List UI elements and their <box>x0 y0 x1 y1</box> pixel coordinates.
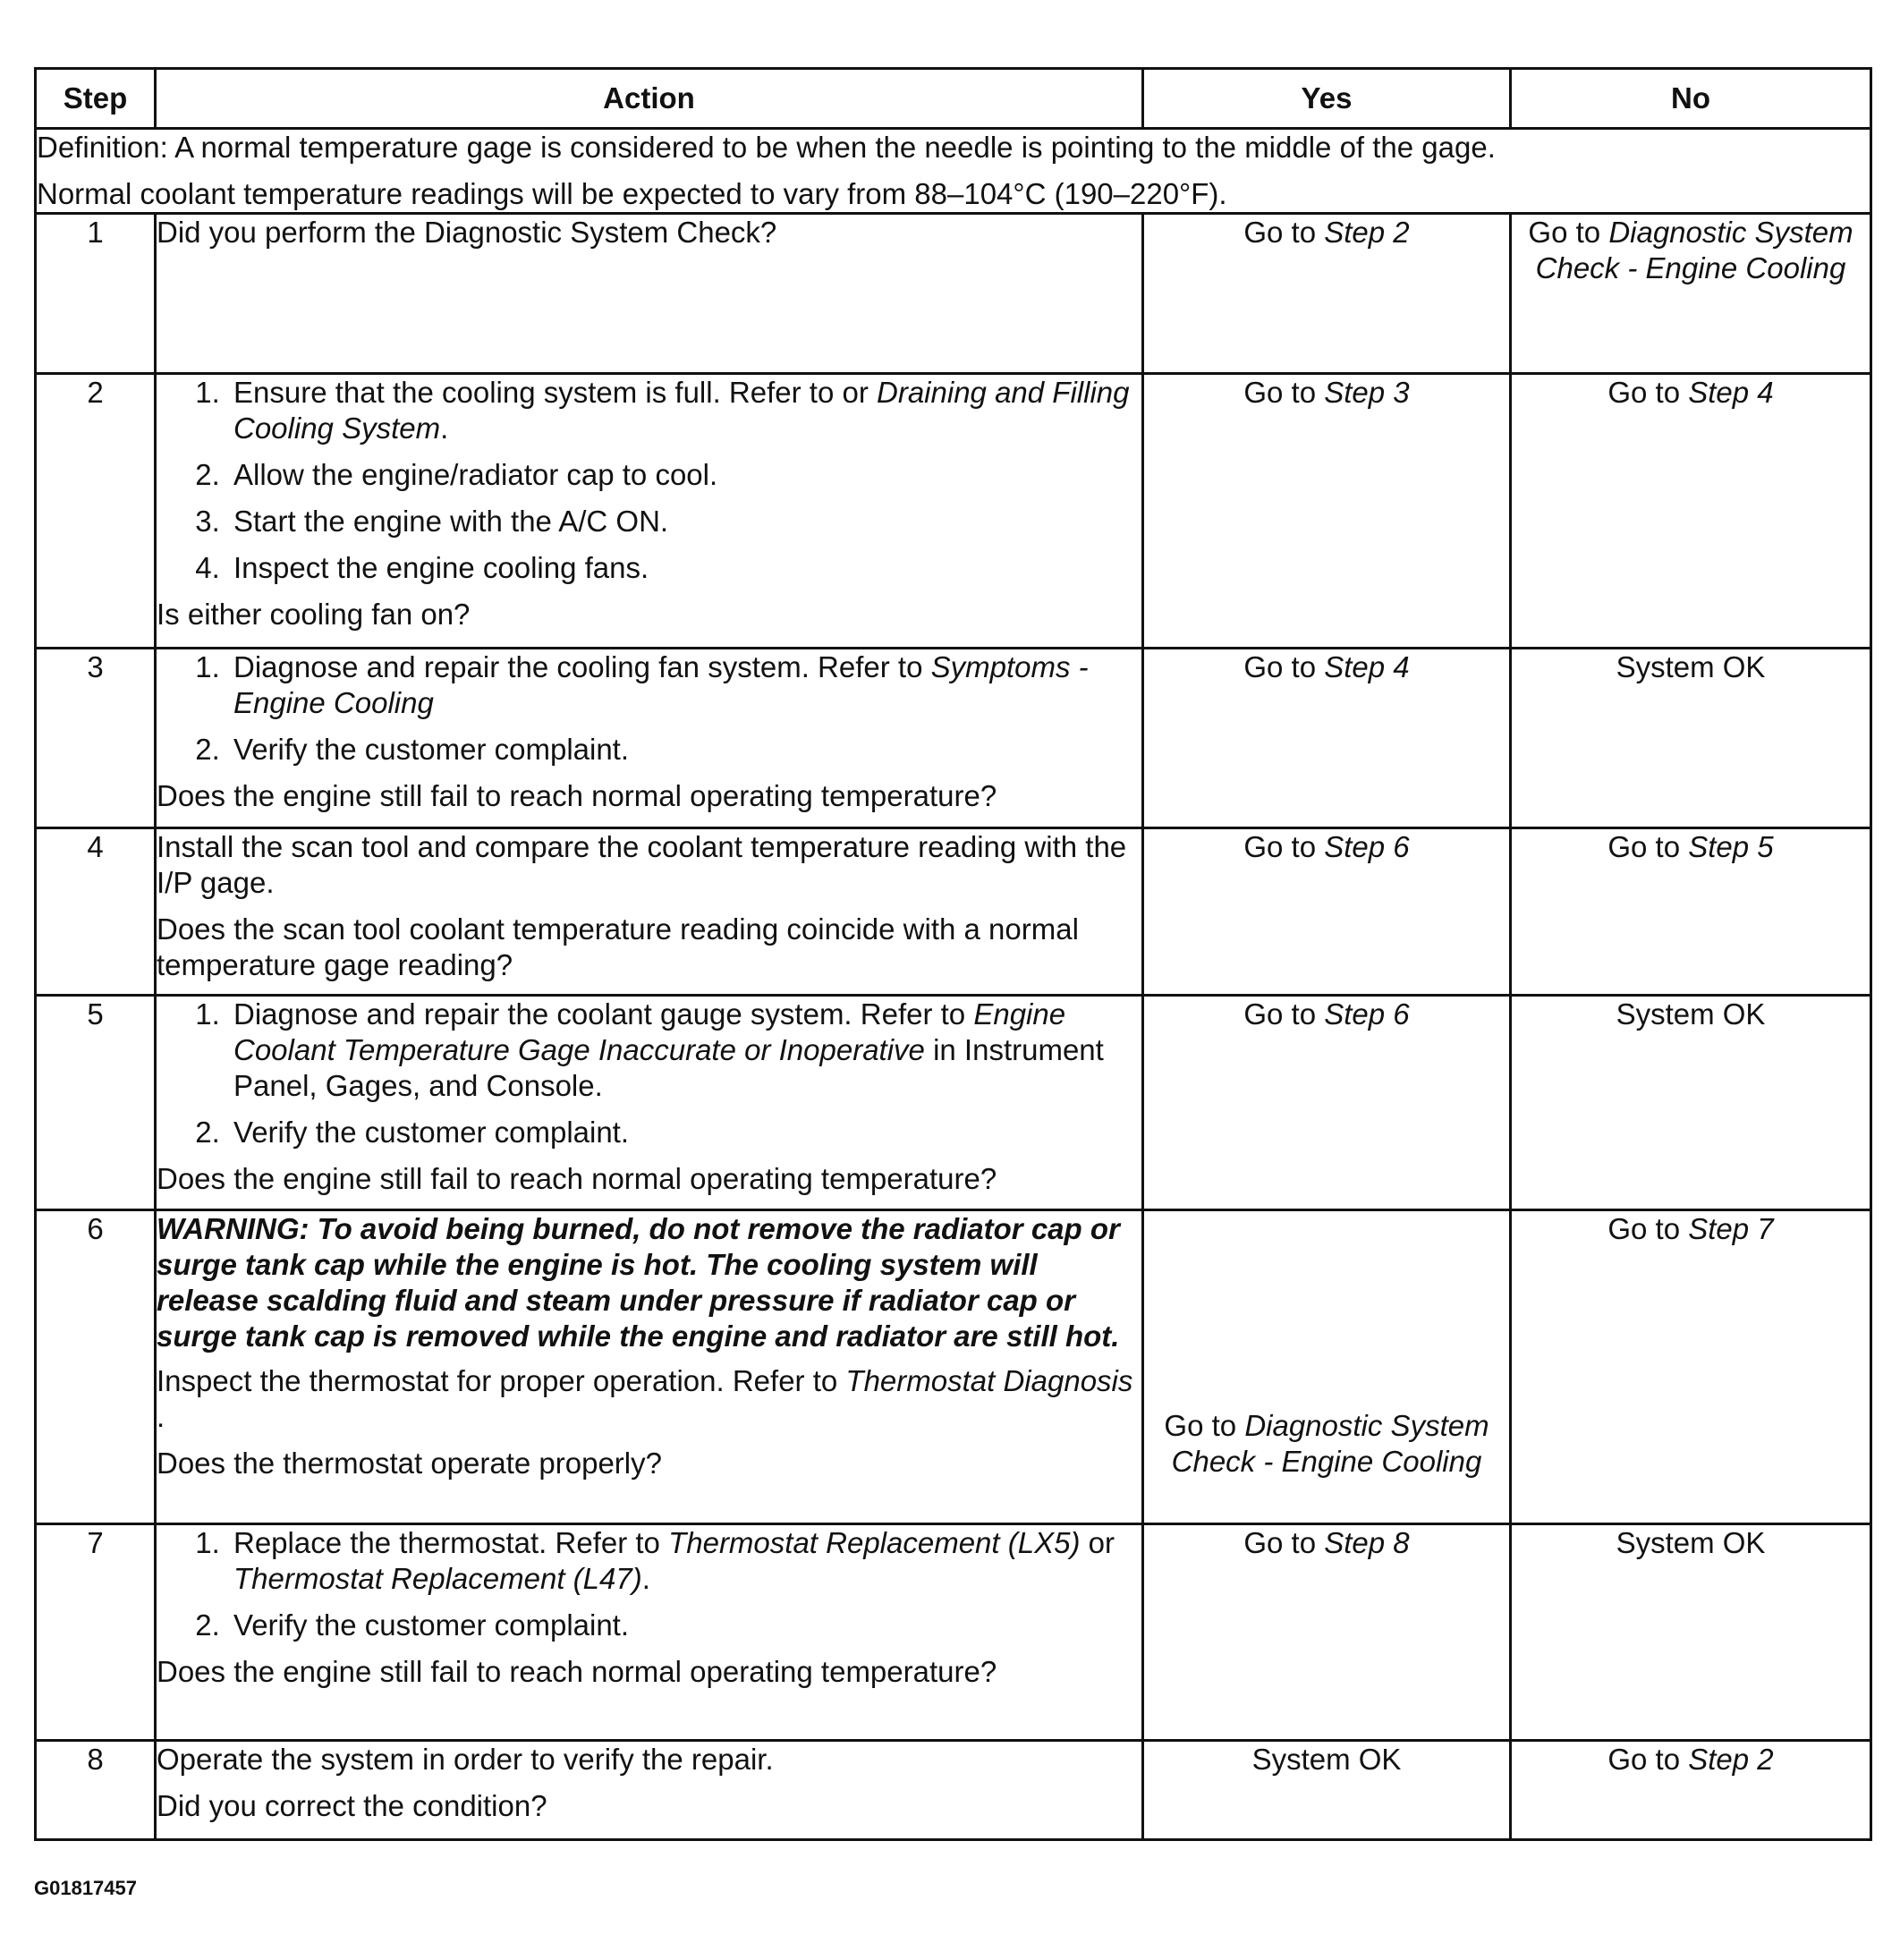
yes-link[interactable]: Step 3 <box>1324 376 1410 409</box>
no-prefix: Go to <box>1528 216 1609 249</box>
action-text-end: . <box>157 1400 165 1433</box>
action-text-prefix: Inspect the thermostat for proper operation. Refer to <box>157 1364 846 1397</box>
action-cell <box>156 828 1143 996</box>
reference-link[interactable]: Engine Coolant Temperature Gage Inaccurate or Inoperative <box>233 997 1066 1066</box>
yes-cell <box>1143 828 1511 996</box>
yes-cell <box>1143 1210 1511 1524</box>
warning-text: WARNING: To avoid being burned, do not remove the radiator cap or surge tank cap while the engine is hot. The cooling system will release scalding fluid and steam under pressure if radiator cap or surge tank cap is removed while the engine and radiator are still hot. <box>157 1212 1120 1353</box>
yes-link[interactable]: Diagnostic System Check - Engine Cooling <box>1171 1409 1489 1478</box>
action-steps <box>157 1525 1141 1643</box>
yes-cell <box>1143 996 1511 1210</box>
no-cell: System OK <box>1511 1524 1871 1741</box>
action-step-text: Diagnose and repair the cooling fan system. Refer to <box>233 650 931 683</box>
action-cell <box>156 996 1143 1210</box>
action-text: Install the scan tool and compare the coolant temperature reading with the I/P gage. <box>157 830 1127 899</box>
action-question: Does the thermostat operate properly? <box>157 1447 662 1480</box>
definition-cell <box>36 129 1871 214</box>
action-step-text: Diagnose and repair the coolant gauge system. Refer to <box>233 997 974 1031</box>
no-link[interactable]: Diagnostic System Check - Engine Cooling <box>1535 216 1853 284</box>
yes-cell <box>1143 374 1511 649</box>
no-cell <box>1511 214 1871 374</box>
action-step-item: 2. Verify the customer complaint. <box>228 732 1141 768</box>
yes-cell <box>1143 1524 1511 1741</box>
no-link[interactable]: Step 2 <box>1688 1743 1774 1776</box>
yes-link[interactable]: Step 8 <box>1324 1526 1410 1559</box>
action-question: Did you perform the Diagnostic System Check? <box>157 216 777 249</box>
table-row <box>36 374 1871 649</box>
definition-row <box>36 129 1871 214</box>
action-cell <box>156 1210 1143 1524</box>
action-cell <box>156 1524 1143 1741</box>
action-step-item: 2. Allow the engine/radiator cap to cool. <box>228 457 1141 493</box>
step-number: 4 <box>36 828 156 996</box>
yes-prefix: Go to <box>1243 216 1325 249</box>
table-row <box>36 1741 1871 1840</box>
step-number: 6 <box>36 1210 156 1524</box>
yes-prefix: Go to <box>1243 1526 1325 1559</box>
action-text <box>157 1363 1141 1435</box>
definition-line-2: Normal coolant temperature readings will be expected to vary from 88–104°C (190–220°F). <box>37 177 1227 210</box>
action-steps <box>157 375 1141 586</box>
step-number: 2 <box>36 374 156 649</box>
yes-link[interactable]: Step 6 <box>1324 830 1410 863</box>
yes-prefix: Go to <box>1243 997 1325 1031</box>
no-prefix: Go to <box>1607 376 1689 409</box>
no-cell: System OK <box>1511 649 1871 828</box>
header-row <box>36 69 1871 129</box>
reference-link[interactable]: Thermostat Diagnosis <box>845 1364 1133 1397</box>
no-cell: System OK <box>1511 996 1871 1210</box>
yes-cell: System OK <box>1143 1741 1511 1840</box>
yes-prefix: Go to <box>1243 650 1325 683</box>
action-step-text-end: . <box>440 412 449 445</box>
step-number: 1 <box>36 214 156 374</box>
step-number: 7 <box>36 1524 156 1741</box>
no-cell <box>1511 1741 1871 1840</box>
yes-link[interactable]: Step 4 <box>1324 650 1410 683</box>
figure-id: G01817457 <box>34 1877 137 1899</box>
table-row <box>36 828 1871 996</box>
action-question: Does the engine still fail to reach normal operating temperature? <box>157 1162 997 1195</box>
no-cell <box>1511 828 1871 996</box>
action-steps <box>157 649 1141 768</box>
action-step-text-end: . <box>641 1562 650 1595</box>
action-cell <box>156 1741 1143 1840</box>
reference-link[interactable]: Thermostat Replacement (LX5) <box>668 1526 1081 1559</box>
yes-prefix: Go to <box>1243 830 1325 863</box>
action-question: Is either cooling fan on? <box>157 598 471 631</box>
action-steps <box>157 997 1141 1150</box>
no-link[interactable]: Step 7 <box>1688 1212 1774 1245</box>
table-row <box>36 649 1871 828</box>
yes-cell <box>1143 649 1511 828</box>
action-step-item: 2. Verify the customer complaint. <box>228 1608 1141 1643</box>
action-question: Does the engine still fail to reach normal operating temperature? <box>157 779 997 812</box>
yes-prefix: Go to <box>1164 1409 1245 1442</box>
step-number: 3 <box>36 649 156 828</box>
action-step-text: Ensure that the cooling system is full. Refer to or <box>233 376 877 409</box>
action-cell <box>156 214 1143 374</box>
action-question: Does the engine still fail to reach normal operating temperature? <box>157 1655 997 1688</box>
action-cell <box>156 374 1143 649</box>
no-link[interactable]: Step 5 <box>1688 830 1774 863</box>
action-step-text: Replace the thermostat. Refer to <box>233 1526 669 1559</box>
table-row <box>36 1524 1871 1741</box>
action-step-item: 4. Inspect the engine cooling fans. <box>228 550 1141 586</box>
reference-link[interactable]: Draining and Filling Cooling System <box>233 376 1130 445</box>
no-cell <box>1511 374 1871 649</box>
action-question: Does the scan tool coolant temperature reading coincide with a normal temperature gage reading? <box>157 912 1079 981</box>
yes-cell <box>1143 214 1511 374</box>
action-step-item <box>228 375 1141 446</box>
no-prefix: Go to <box>1607 830 1689 863</box>
diagnostic-table <box>34 67 1872 1841</box>
definition-line-1: Definition: A normal temperature gage is considered to be when the needle is pointing to the middle of the gage. <box>37 131 1496 164</box>
header-yes: Yes <box>1143 69 1511 129</box>
action-step-item: 2. Verify the customer complaint. <box>228 1115 1141 1150</box>
reference-link[interactable]: Thermostat Replacement (L47) <box>233 1562 642 1595</box>
action-cell <box>156 649 1143 828</box>
table-row <box>36 214 1871 374</box>
no-cell <box>1511 1210 1871 1524</box>
action-step-item <box>228 997 1141 1104</box>
yes-link[interactable]: Step 6 <box>1324 997 1410 1031</box>
action-step-text-mid: or <box>1080 1526 1115 1559</box>
table-row <box>36 996 1871 1210</box>
no-prefix: Go to <box>1607 1743 1689 1776</box>
header-no: No <box>1511 69 1871 129</box>
header-step: Step <box>36 69 156 129</box>
yes-link[interactable]: Step 2 <box>1324 216 1410 249</box>
reference-link[interactable]: Symptoms - Engine Cooling <box>233 650 1089 719</box>
no-link[interactable]: Step 4 <box>1688 376 1774 409</box>
table-row <box>36 1210 1871 1524</box>
no-prefix: Go to <box>1607 1212 1689 1245</box>
action-text: Operate the system in order to verify the repair. <box>157 1743 774 1776</box>
yes-prefix: Go to <box>1243 376 1325 409</box>
header-action: Action <box>156 69 1143 129</box>
step-number: 5 <box>36 996 156 1210</box>
action-step-text-end: in Instrument Panel, Gages, and Console. <box>233 1033 1104 1102</box>
step-number: 8 <box>36 1741 156 1840</box>
action-question: Did you correct the condition? <box>157 1789 547 1822</box>
action-step-item <box>228 649 1141 721</box>
action-step-item <box>228 1525 1141 1597</box>
action-step-item: 3. Start the engine with the A/C ON. <box>228 504 1141 539</box>
